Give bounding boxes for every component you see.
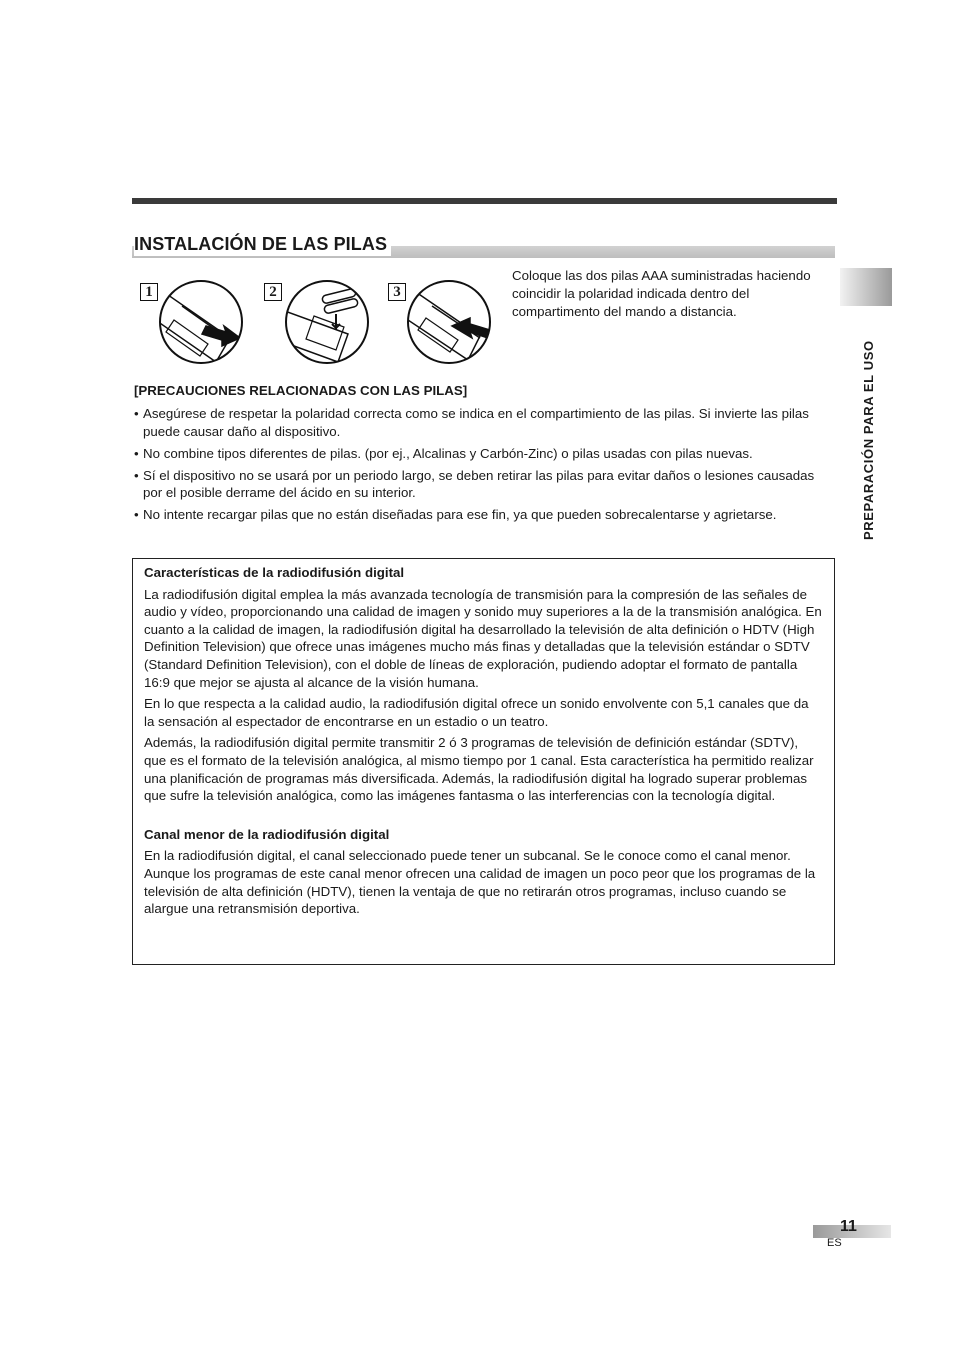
paragraph: Además, la radiodifusión digital permite transmitir 2 ó 3 programas de televisión de definición estándar (SDTV), que es el formato de la televisión analógica, al mismo tiempo por 1 canal. Esta característica ha permitido realizar una planificación de programas más diversificada. Además, la radiodifusión digital ha logrado superar problemas que sufre la televisión analógica, como las imágenes fantasma o las interferencias con la tecnología digital. [144,735,814,804]
spacer [144,809,822,826]
side-tab [840,268,892,306]
features-title: Características de la radiodifusión digital [144,565,405,580]
info-box [132,558,835,965]
paragraph: La radiodifusión digital emplea la más avanzada tecnología de transmisión para la compresión de las señales de audio y vídeo, proporcionando una calidad de imagen y sonido muy superiores a la de la transmisión analógica. En cuanto a la calidad de imagen, la radiodifusión digital ha desarrollado la televisión de alta definición o HDTV (High Definition Television) que ofrece unas imágenes mucho más finas y detalladas que la televisión estándar o SDTV (Standard Definition Television), con el doble de líneas de exploración, pudiendo adoptar el formato de pantalla 16:9 que mejor se ajusta al alcance de la visión humana. [144,586,822,690]
side-tab-label: PREPARACIÓN PARA EL USO [861,340,876,540]
step-number: 3 [388,283,406,301]
figure-step-2 [262,280,374,370]
paragraph: En la radiodifusión digital, el canal seleccionado puede tener un subcanal. Se le conoce como el canal menor. Aunque los programas de este canal menor ofrecen una calidad de imagen un poco peor que los programas de la televisión de alta definición (HDTV), tienen la ventaja de que no retirarán otros programas, incluso cuando se alargue una retransmisión deportiva. [144,848,816,917]
paragraph: En lo que respecta a la calidad audio, la radiodifusión digital ofrece un sonido envolvente con 5,1 canales que da la sensación al espectador de encontrarse en un estadio o un teatro. [144,696,809,729]
list-item: • No combine tipos diferentes de pilas. (por ej., Alcalinas y Carbón-Zinc) o pilas usadas con pilas nuevas. [134,445,836,463]
list-item: • Asegúrese de respetar la polaridad correcta como se indica en el compartimiento de las pilas. Si invierte las pilas puede causar daño al dispositivo. [134,405,836,440]
intro-text: Coloque las dos pilas AAA suministradas haciendo coincidir la polaridad indicada dentro del compartimento del mando a distancia. [512,268,811,319]
figure-step-1 [138,280,250,370]
precautions-list [134,405,836,528]
precautions-title: [PRECAUCIONES RELACIONADAS CON LAS PILAS] [134,383,468,398]
step-number: 1 [140,283,158,301]
list-item: • No intente recargar pilas que no están diseñadas para ese fin, ya que pueden sobrecalentarse y agrietarse. [134,506,836,524]
page-number: 11 [840,1218,857,1235]
figure-step-3 [386,280,498,370]
subchannel-title: Canal menor de la radiodifusión digital [144,826,390,842]
top-rule [132,198,837,204]
language-code: ES [827,1237,842,1249]
section-title: INSTALACIÓN DE LAS PILAS [134,232,391,256]
step-number: 2 [264,283,282,301]
list-item: • Sí el dispositivo no se usará por un periodo largo, se deben retirar las pilas para evitar daños o lesiones causadas por el posible derrame del ácido en su interior. [134,467,836,502]
